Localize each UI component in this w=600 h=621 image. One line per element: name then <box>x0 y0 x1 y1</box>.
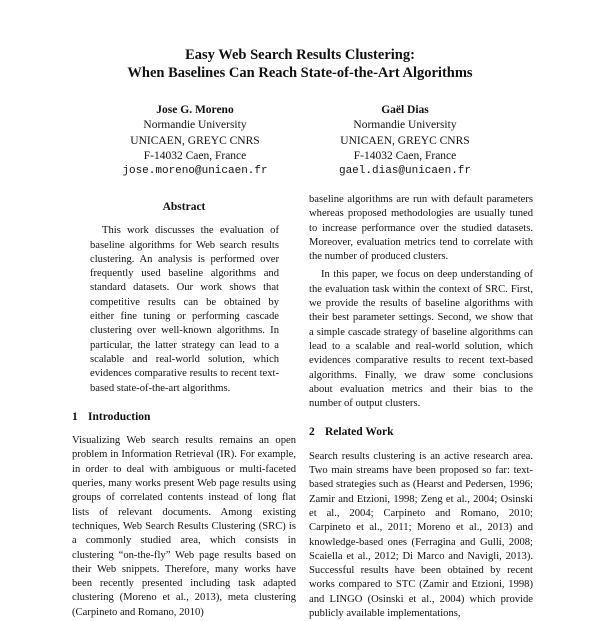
left-column <box>72 200 296 620</box>
section-2-heading <box>309 425 533 439</box>
author-affiliation: Normandie University <box>143 119 247 132</box>
paper-title <box>0 46 600 82</box>
author-email: jose.moreno@unicaen.fr <box>122 165 268 178</box>
section-1-paragraph-2: In this paper, we focus on deep understanding of the evaluation task within the context of SRC. First, we provide the results of baseline algorithms with their best parameter settings. Second, we show that a simple cascade strategy of baseline algorithms can lead to a scalable and real-world solution, which evidences comparative results to recent text-based algorithms. Finally, we draw some conclusions about evaluation metrics and their bias to the number of output clusters. <box>309 269 533 410</box>
section-title-text: Introduction <box>88 410 151 423</box>
author-address: F-14032 Caen, France <box>353 149 457 162</box>
author-lab: UNICAEN, GREYC CNRS <box>130 134 260 147</box>
author-block-1 <box>80 103 310 179</box>
abstract-text: This work discusses the evaluation of baseline algorithms for Web search results clustering. An analysis is performed over frequently used baseline algorithms and standard datasets. Our work shows that competitive results can be obtained by either fine tuning or performing cascade clustering over well-known algorithms. In particular, the latter strategy can lead to a scalable and real-world solution, which evidences comparative results to recent text-based state-of-the-art algorithms. <box>90 225 279 394</box>
section-2-paragraph-1: Search results clustering is an active research area. Two main streams have been proposed so far: text-based strategies such as (Hearst and Pedersen, 1996; Zamir and Etzioni, 1998; Zeng et al., 2004; Osinski et al., 2004; Carpineto and Romano, 2010; Carpineto et al., 2011; Moreno et al., 2013) and knowledge-based ones (Ferragina and Gulli, 2008; Scaiella et al., 2012; Di Marco and Navigli, 2013). Successful results have been obtained by recent works compared to STC (Zamir and Etzioni, 1998) and LINGO (Osinski et al., 2004) which provide publicly available implementations, <box>309 450 533 620</box>
author-name: Jose G. Moreno <box>156 104 234 116</box>
author-email: gael.dias@unicaen.fr <box>338 165 472 178</box>
author-name: Gaël Dias <box>381 104 429 116</box>
section-number: 2 <box>309 426 315 439</box>
section-title-text: Related Work <box>325 426 394 439</box>
author-affiliation: Normandie University <box>353 119 457 132</box>
section-1-paragraph-1: Visualizing Web search results remains an open problem in Information Retrieval (IR). For example, in order to deal with ambiguous or multi-faceted queries, many works present Web page results using groups of correlated contents instead of long flat lists of relevant documents. Among existing techniques, Web Search Results Clustering (SRC) is a commonly studied area, which consists in clustering “on-the-fly” Web page results based on their Web snippets. Therefore, many works have been recently presented including task adapted clustering (Moreno et al., 2013), meta clustering (Carpineto and Romano, 2010) <box>72 435 296 618</box>
section-1-heading <box>72 410 296 424</box>
paper-title-line-1: Easy Web Search Results Clustering: <box>185 47 415 63</box>
author-address: F-14032 Caen, France <box>143 149 247 162</box>
author-block-2 <box>290 103 520 179</box>
abstract-body <box>72 224 296 396</box>
section-1-paragraph-1-continued: baseline algorithms are run with default parameters whereas proposed methodologies are usually tuned to increase performance over the studied datasets. Moreover, evaluation metrics tend to correlate with the number of produced clusters. <box>309 194 533 263</box>
author-lab: UNICAEN, GREYC CNRS <box>340 134 470 147</box>
abstract-heading: Abstract <box>162 201 206 213</box>
paper-title-line-2: When Baselines Can Reach State-of-the-Art Algorithms <box>127 65 473 81</box>
right-column <box>309 193 533 621</box>
section-number: 1 <box>72 410 78 423</box>
